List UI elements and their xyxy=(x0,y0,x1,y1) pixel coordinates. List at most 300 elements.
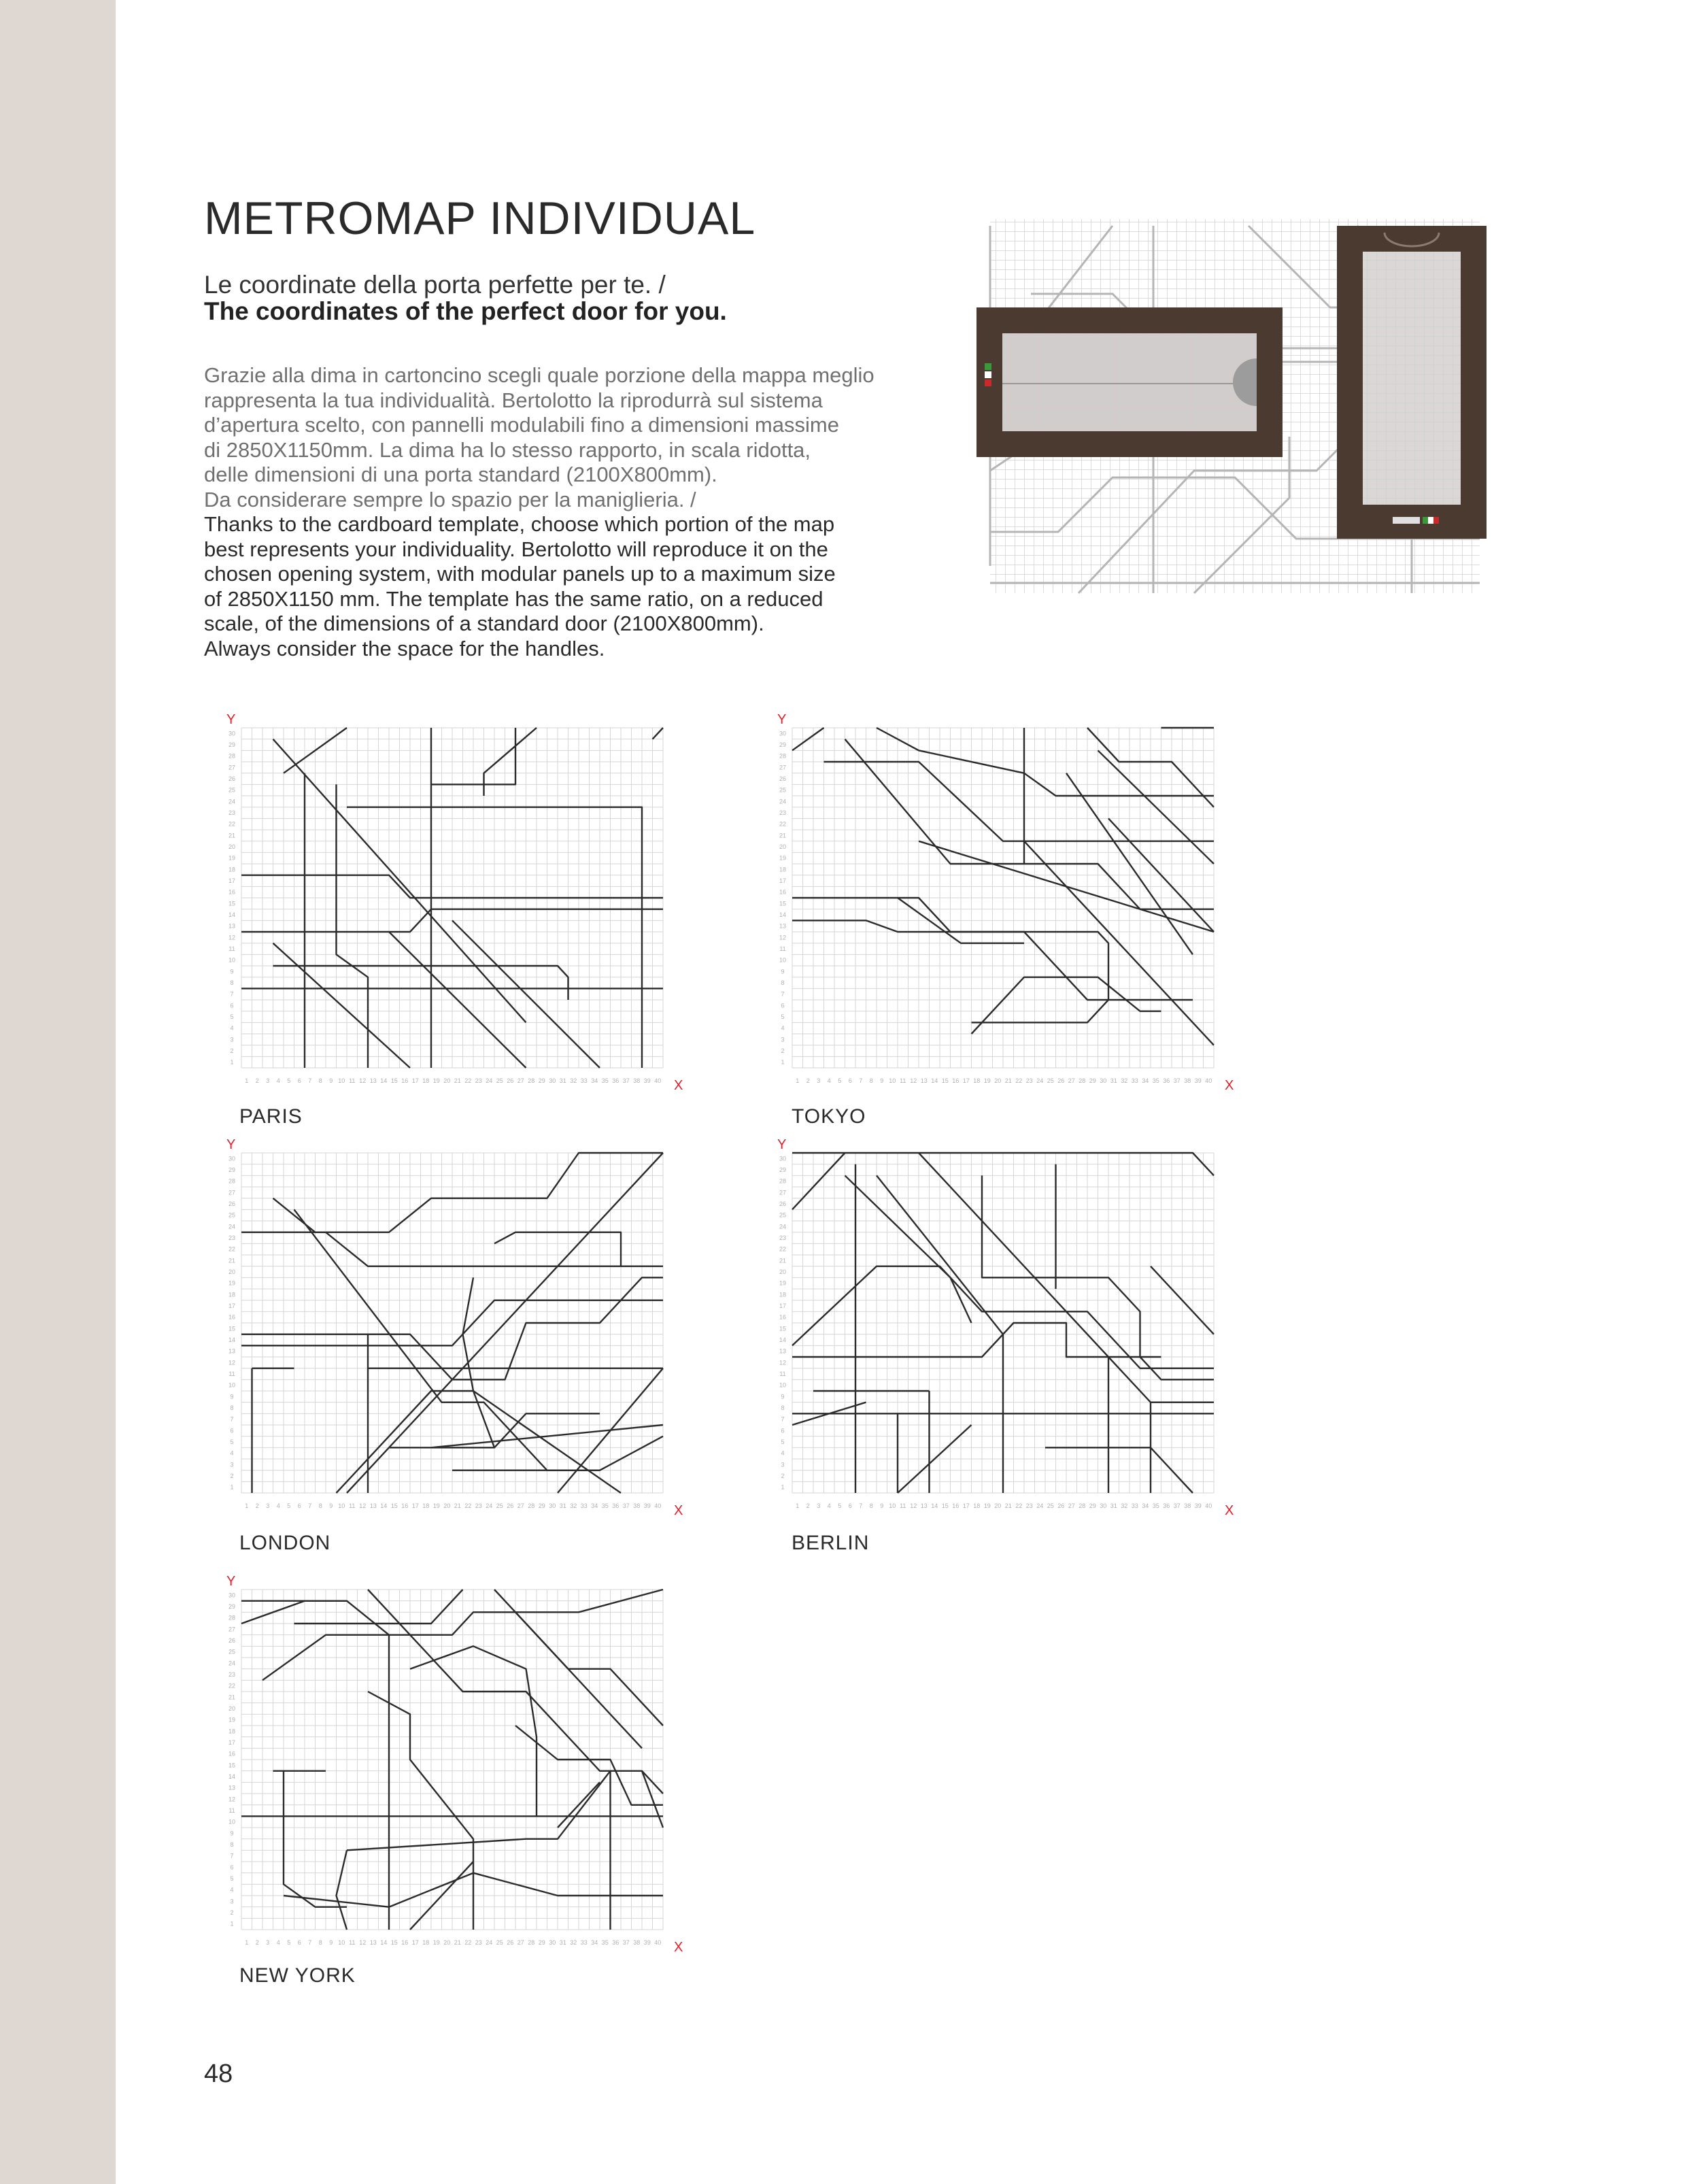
x-tick-label: 39 xyxy=(643,1502,651,1509)
x-tick-label: 18 xyxy=(973,1502,981,1509)
x-tick-label: 2 xyxy=(255,1502,259,1509)
y-tick-label: 8 xyxy=(230,1405,234,1411)
subtitle-italian: Le coordinate della porta perfette per te. / xyxy=(204,271,666,299)
y-tick-label: 20 xyxy=(779,843,787,850)
y-tick-label: 15 xyxy=(228,900,236,907)
y-tick-label: 10 xyxy=(228,1381,236,1389)
x-tick-label: 16 xyxy=(401,1077,409,1084)
x-tick-label: 24 xyxy=(1036,1502,1044,1509)
page-number: 48 xyxy=(204,2060,233,2088)
x-tick-label: 2 xyxy=(255,1939,259,1946)
x-tick-label: 34 xyxy=(591,1077,598,1084)
x-tick-label: 11 xyxy=(349,1077,356,1084)
x-tick-label: 24 xyxy=(486,1502,493,1509)
x-tick-label: 25 xyxy=(496,1502,503,1509)
x-tick-label: 25 xyxy=(1047,1077,1054,1084)
x-tick-label: 24 xyxy=(486,1077,493,1084)
y-tick-label: 2 xyxy=(230,1909,234,1916)
metro-line xyxy=(463,1277,495,1447)
x-tick-label: 33 xyxy=(580,1077,588,1084)
x-tick-label: 37 xyxy=(622,1939,630,1946)
y-tick-label: 23 xyxy=(228,1234,236,1241)
x-tick-label: 8 xyxy=(869,1077,873,1084)
y-tick-label: 5 xyxy=(230,1875,234,1882)
y-tick-label: 28 xyxy=(228,1177,236,1185)
x-tick-label: 12 xyxy=(910,1077,917,1084)
x-tick-label: 35 xyxy=(601,1939,609,1946)
x-tick-label: 21 xyxy=(454,1077,461,1084)
x-tick-label: 13 xyxy=(369,1502,377,1509)
y-axis-label: Y xyxy=(226,1137,236,1152)
y-tick-label: 18 xyxy=(228,866,236,873)
y-tick-label: 1 xyxy=(230,1920,234,1928)
y-tick-label: 6 xyxy=(781,1427,785,1434)
y-tick-label: 26 xyxy=(228,1637,236,1644)
y-tick-label: 4 xyxy=(230,1449,234,1457)
x-tick-label: 2 xyxy=(255,1077,259,1084)
y-tick-label: 30 xyxy=(228,1155,236,1162)
map-label-paris: PARIS xyxy=(239,1105,303,1128)
x-tick-label: 36 xyxy=(1163,1502,1170,1509)
y-tick-label: 3 xyxy=(230,1461,234,1468)
y-tick-label: 27 xyxy=(228,1189,236,1196)
x-tick-label: 40 xyxy=(654,1077,662,1084)
x-tick-label: 21 xyxy=(454,1939,461,1946)
y-tick-label: 16 xyxy=(779,888,787,896)
y-tick-label: 13 xyxy=(779,1347,787,1355)
x-axis-label: X xyxy=(674,1078,683,1093)
x-tick-label: 36 xyxy=(1163,1077,1170,1084)
x-tick-label: 11 xyxy=(900,1077,906,1084)
x-tick-label: 33 xyxy=(1131,1077,1138,1084)
y-tick-label: 12 xyxy=(779,934,787,941)
x-tick-label: 3 xyxy=(266,1077,270,1084)
map-label-berlin: BERLIN xyxy=(792,1532,870,1554)
map-label-tokyo: TOKYO xyxy=(792,1105,866,1128)
y-tick-label: 24 xyxy=(228,1660,236,1667)
x-tick-label: 13 xyxy=(369,1077,377,1084)
y-tick-label: 25 xyxy=(228,1648,236,1656)
x-tick-label: 7 xyxy=(308,1502,312,1509)
y-tick-label: 24 xyxy=(228,798,236,805)
x-tick-label: 7 xyxy=(859,1077,863,1084)
x-tick-label: 26 xyxy=(507,1077,514,1084)
x-axis-label: X xyxy=(1225,1503,1234,1518)
y-tick-label: 22 xyxy=(228,1682,236,1690)
new-york-grid-map xyxy=(211,1573,707,1960)
y-tick-label: 23 xyxy=(228,1671,236,1678)
x-tick-label: 10 xyxy=(338,1939,345,1946)
y-tick-label: 29 xyxy=(779,1166,787,1173)
y-tick-label: 25 xyxy=(779,786,787,794)
x-tick-label: 20 xyxy=(994,1077,1002,1084)
x-tick-label: 22 xyxy=(464,1939,472,1946)
x-tick-label: 18 xyxy=(422,1502,430,1509)
x-tick-label: 27 xyxy=(517,1502,524,1509)
x-tick-label: 30 xyxy=(549,1502,556,1509)
metro-line xyxy=(294,1209,600,1470)
x-tick-label: 6 xyxy=(848,1077,852,1084)
y-tick-label: 17 xyxy=(779,1303,787,1309)
y-tick-label: 14 xyxy=(228,1773,236,1780)
x-tick-label: 20 xyxy=(443,1502,451,1509)
y-tick-label: 17 xyxy=(228,877,236,884)
x-tick-label: 28 xyxy=(1079,1077,1086,1084)
y-tick-label: 6 xyxy=(230,1864,234,1871)
y-tick-label: 14 xyxy=(228,1337,236,1343)
y-tick-label: 19 xyxy=(228,1716,236,1724)
x-tick-label: 37 xyxy=(1173,1502,1181,1509)
y-tick-label: 20 xyxy=(228,1705,236,1712)
map-london xyxy=(211,1136,707,1524)
y-tick-label: 1 xyxy=(230,1483,234,1491)
y-tick-label: 1 xyxy=(781,1483,785,1491)
x-tick-label: 25 xyxy=(496,1077,503,1084)
x-tick-label: 3 xyxy=(266,1939,270,1946)
y-tick-label: 16 xyxy=(228,1313,236,1321)
y-tick-label: 20 xyxy=(779,1269,787,1275)
y-tick-label: 4 xyxy=(230,1024,234,1032)
x-tick-label: 5 xyxy=(287,1939,291,1946)
y-tick-label: 18 xyxy=(228,1291,236,1298)
x-tick-label: 9 xyxy=(329,1939,333,1946)
y-tick-label: 29 xyxy=(228,1603,236,1610)
x-tick-label: 16 xyxy=(401,1939,409,1946)
x-tick-label: 23 xyxy=(475,1939,482,1946)
y-tick-label: 10 xyxy=(228,1818,236,1826)
x-tick-label: 2 xyxy=(806,1077,810,1084)
y-tick-label: 12 xyxy=(228,1359,236,1366)
x-tick-label: 11 xyxy=(349,1502,356,1509)
body-text xyxy=(204,363,966,661)
x-tick-label: 1 xyxy=(245,1939,249,1946)
y-tick-label: 3 xyxy=(781,1461,785,1468)
x-tick-label: 17 xyxy=(411,1939,419,1946)
x-tick-label: 27 xyxy=(517,1939,524,1946)
y-tick-label: 15 xyxy=(779,1325,787,1332)
y-tick-label: 14 xyxy=(779,911,787,918)
x-tick-label: 14 xyxy=(931,1502,938,1509)
x-tick-label: 7 xyxy=(308,1939,312,1946)
x-tick-label: 1 xyxy=(796,1077,800,1084)
y-tick-label: 7 xyxy=(230,1852,234,1860)
y-tick-label: 19 xyxy=(779,854,787,862)
y-tick-label: 27 xyxy=(779,1189,787,1196)
y-tick-label: 11 xyxy=(228,945,235,952)
x-tick-label: 32 xyxy=(1121,1077,1128,1084)
x-tick-label: 23 xyxy=(1025,1077,1033,1084)
x-tick-label: 22 xyxy=(1015,1502,1023,1509)
x-tick-label: 33 xyxy=(1131,1502,1138,1509)
x-tick-label: 36 xyxy=(612,1077,619,1084)
y-tick-label: 21 xyxy=(228,832,236,839)
x-tick-label: 31 xyxy=(559,1939,566,1946)
x-tick-label: 34 xyxy=(591,1939,598,1946)
y-tick-label: 19 xyxy=(228,1279,236,1287)
x-tick-label: 20 xyxy=(994,1502,1002,1509)
x-tick-label: 19 xyxy=(983,1502,991,1509)
y-tick-label: 28 xyxy=(228,752,236,760)
y-tick-label: 20 xyxy=(228,843,236,850)
y-tick-label: 28 xyxy=(228,1614,236,1622)
x-tick-label: 21 xyxy=(1004,1502,1012,1509)
body-text-english: Thanks to the cardboard template, choose which portion of the map best represents your individuality. Bertolotto will reproduce it on the chosen opening system, with modular panels up to a maximum size of 2850X1150 mm. The template has the same ratio, on a reduced scale, of the dimensions of a standard door (2100X800mm). Always consider the space for the handles. xyxy=(204,512,836,660)
metro-line xyxy=(653,728,664,739)
x-tick-label: 32 xyxy=(1121,1502,1128,1509)
x-tick-label: 7 xyxy=(308,1077,312,1084)
x-tick-label: 17 xyxy=(411,1077,419,1084)
x-axis-label: X xyxy=(674,1503,683,1518)
x-tick-label: 35 xyxy=(1152,1077,1159,1084)
y-tick-label: 10 xyxy=(779,956,787,964)
x-axis-label: X xyxy=(674,1940,683,1955)
y-tick-label: 30 xyxy=(228,1592,236,1599)
x-tick-label: 26 xyxy=(507,1939,514,1946)
x-tick-label: 29 xyxy=(1089,1502,1096,1509)
y-tick-label: 1 xyxy=(230,1058,234,1066)
y-tick-label: 25 xyxy=(779,1211,787,1219)
x-tick-label: 4 xyxy=(276,1939,280,1946)
metro-line xyxy=(845,739,1215,909)
y-tick-label: 22 xyxy=(779,820,787,828)
y-tick-label: 22 xyxy=(779,1245,787,1253)
y-tick-label: 4 xyxy=(781,1024,785,1032)
x-tick-label: 37 xyxy=(622,1077,630,1084)
y-tick-label: 7 xyxy=(230,1415,234,1423)
y-tick-label: 8 xyxy=(781,1405,785,1411)
x-tick-label: 35 xyxy=(1152,1502,1159,1509)
y-tick-label: 7 xyxy=(230,990,234,998)
x-tick-label: 1 xyxy=(796,1502,800,1509)
x-tick-label: 31 xyxy=(1110,1077,1117,1084)
y-tick-label: 28 xyxy=(779,1177,787,1185)
tokyo-grid-map xyxy=(762,711,1258,1098)
x-tick-label: 28 xyxy=(528,1502,535,1509)
x-tick-label: 40 xyxy=(654,1939,662,1946)
x-tick-label: 13 xyxy=(920,1077,928,1084)
x-tick-label: 29 xyxy=(538,1939,545,1946)
x-tick-label: 17 xyxy=(411,1502,419,1509)
x-tick-label: 14 xyxy=(380,1939,388,1946)
y-tick-label: 24 xyxy=(779,1223,787,1230)
map-label-new-york: NEW YORK xyxy=(239,1964,356,1987)
x-tick-label: 3 xyxy=(817,1502,821,1509)
x-tick-label: 36 xyxy=(612,1502,619,1509)
london-grid-map xyxy=(211,1136,707,1524)
x-tick-label: 8 xyxy=(318,1077,322,1084)
x-tick-label: 15 xyxy=(390,1077,398,1084)
x-tick-label: 37 xyxy=(622,1502,630,1509)
x-tick-label: 5 xyxy=(838,1077,842,1084)
y-tick-label: 16 xyxy=(228,1750,236,1758)
y-tick-label: 19 xyxy=(228,854,236,862)
y-tick-label: 6 xyxy=(230,1427,234,1434)
x-tick-label: 3 xyxy=(817,1077,821,1084)
x-tick-label: 24 xyxy=(486,1939,493,1946)
metro-line xyxy=(792,1153,845,1209)
metro-line xyxy=(273,943,411,1068)
x-tick-label: 32 xyxy=(570,1939,577,1946)
x-tick-label: 1 xyxy=(245,1502,249,1509)
y-tick-label: 13 xyxy=(228,1784,236,1792)
metro-line xyxy=(347,1771,611,1851)
y-tick-label: 7 xyxy=(781,1415,785,1423)
y-tick-label: 14 xyxy=(779,1337,787,1343)
x-tick-label: 26 xyxy=(1057,1502,1065,1509)
y-tick-label: 26 xyxy=(228,775,236,782)
x-tick-label: 6 xyxy=(848,1502,852,1509)
x-tick-label: 21 xyxy=(1004,1077,1012,1084)
x-tick-label: 6 xyxy=(297,1939,301,1946)
y-tick-label: 10 xyxy=(228,956,236,964)
x-tick-label: 31 xyxy=(559,1077,566,1084)
y-tick-label: 14 xyxy=(228,911,236,918)
y-tick-label: 18 xyxy=(779,866,787,873)
x-tick-label: 23 xyxy=(1025,1502,1033,1509)
x-tick-label: 19 xyxy=(983,1077,991,1084)
y-tick-label: 9 xyxy=(781,968,785,975)
x-tick-label: 15 xyxy=(390,1939,398,1946)
map-tokyo xyxy=(762,711,1258,1098)
map-paris xyxy=(211,711,707,1098)
y-tick-label: 21 xyxy=(228,1694,236,1701)
paris-grid-map xyxy=(211,711,707,1098)
x-tick-label: 1 xyxy=(245,1077,249,1084)
x-tick-label: 5 xyxy=(287,1502,291,1509)
x-tick-label: 4 xyxy=(276,1502,280,1509)
y-tick-label: 29 xyxy=(779,741,787,748)
x-tick-label: 27 xyxy=(1068,1077,1075,1084)
x-tick-label: 31 xyxy=(1110,1502,1117,1509)
y-tick-label: 11 xyxy=(779,945,786,952)
x-tick-label: 32 xyxy=(570,1077,577,1084)
x-tick-label: 15 xyxy=(941,1502,949,1509)
x-tick-label: 25 xyxy=(1047,1502,1054,1509)
x-tick-label: 20 xyxy=(443,1077,451,1084)
x-tick-label: 19 xyxy=(432,1077,440,1084)
x-tick-label: 22 xyxy=(464,1502,472,1509)
x-tick-label: 6 xyxy=(297,1502,301,1509)
y-tick-label: 6 xyxy=(230,1002,234,1009)
x-tick-label: 19 xyxy=(432,1939,440,1946)
x-tick-label: 22 xyxy=(1015,1077,1023,1084)
x-tick-label: 28 xyxy=(528,1077,535,1084)
x-tick-label: 18 xyxy=(422,1077,430,1084)
x-tick-label: 39 xyxy=(643,1077,651,1084)
y-tick-label: 5 xyxy=(230,1013,234,1020)
x-tick-label: 40 xyxy=(1205,1502,1212,1509)
x-tick-label: 24 xyxy=(1036,1077,1044,1084)
y-tick-label: 6 xyxy=(781,1002,785,1009)
y-tick-label: 9 xyxy=(781,1393,785,1400)
y-tick-label: 24 xyxy=(228,1223,236,1230)
metro-line xyxy=(792,1323,1161,1357)
y-tick-label: 3 xyxy=(230,1036,234,1043)
x-tick-label: 25 xyxy=(496,1939,503,1946)
y-tick-label: 8 xyxy=(781,979,785,986)
y-axis-label: Y xyxy=(777,1137,787,1152)
page-side-band xyxy=(0,0,116,2184)
y-tick-label: 21 xyxy=(779,1257,787,1264)
x-tick-label: 13 xyxy=(920,1502,928,1509)
x-tick-label: 13 xyxy=(369,1939,377,1946)
x-tick-label: 23 xyxy=(475,1502,482,1509)
y-tick-label: 18 xyxy=(228,1728,236,1735)
y-tick-label: 3 xyxy=(781,1036,785,1043)
x-tick-label: 5 xyxy=(838,1502,842,1509)
x-tick-label: 28 xyxy=(1079,1502,1086,1509)
y-tick-label: 24 xyxy=(779,798,787,805)
y-tick-label: 8 xyxy=(230,1841,234,1848)
x-tick-label: 36 xyxy=(612,1939,619,1946)
x-tick-label: 35 xyxy=(601,1502,609,1509)
y-tick-label: 22 xyxy=(228,820,236,828)
y-tick-label: 22 xyxy=(228,1245,236,1253)
x-tick-label: 5 xyxy=(287,1077,291,1084)
x-tick-label: 34 xyxy=(1142,1077,1149,1084)
y-tick-label: 27 xyxy=(228,764,236,771)
metro-line xyxy=(824,762,1215,841)
y-tick-label: 29 xyxy=(228,1166,236,1173)
y-tick-label: 11 xyxy=(228,1807,235,1814)
x-tick-label: 9 xyxy=(329,1502,333,1509)
y-tick-label: 28 xyxy=(779,752,787,760)
x-tick-label: 10 xyxy=(889,1077,896,1084)
x-tick-label: 14 xyxy=(931,1077,938,1084)
body-text-italian: Grazie alla dima in cartoncino scegli quale porzione della mappa meglio rappresenta la tua individualità. Bertolotto la riprodurrà sul sistema d’apertura scelto, con pannelli modulabili fino a dimensioni massime di 2850X1150mm. La dima ha lo stesso rapporto, in scala ridotta, delle dimensioni di una porta standard (2100X800mm). Da considerare sempre lo spazio per la maniglieria. / xyxy=(204,363,875,511)
x-tick-label: 16 xyxy=(952,1502,960,1509)
map-label-london: LONDON xyxy=(239,1532,331,1554)
x-tick-label: 38 xyxy=(633,1077,641,1084)
y-tick-label: 30 xyxy=(779,1155,787,1162)
subtitle-english: The coordinates of the perfect door for you. xyxy=(204,297,727,325)
x-tick-label: 22 xyxy=(464,1077,472,1084)
x-tick-label: 9 xyxy=(329,1077,333,1084)
x-tick-label: 29 xyxy=(538,1502,545,1509)
y-tick-label: 23 xyxy=(779,809,787,816)
x-tick-label: 39 xyxy=(643,1939,651,1946)
x-tick-label: 14 xyxy=(380,1077,388,1084)
x-tick-label: 16 xyxy=(952,1077,960,1084)
y-tick-label: 1 xyxy=(781,1058,785,1066)
y-tick-label: 11 xyxy=(228,1371,235,1377)
x-tick-label: 17 xyxy=(962,1502,970,1509)
y-tick-label: 25 xyxy=(228,786,236,794)
x-tick-label: 11 xyxy=(900,1502,906,1509)
y-tick-label: 12 xyxy=(779,1359,787,1366)
x-tick-label: 15 xyxy=(390,1502,398,1509)
y-tick-label: 15 xyxy=(779,900,787,907)
x-tick-label: 39 xyxy=(1194,1502,1202,1509)
y-tick-label: 18 xyxy=(779,1291,787,1298)
x-tick-label: 18 xyxy=(422,1939,430,1946)
berlin-grid-map xyxy=(762,1136,1258,1524)
y-tick-label: 4 xyxy=(230,1886,234,1894)
x-tick-label: 32 xyxy=(570,1502,577,1509)
x-tick-label: 33 xyxy=(580,1939,588,1946)
x-tick-label: 30 xyxy=(549,1939,556,1946)
y-tick-label: 10 xyxy=(779,1381,787,1389)
door-template-illustration xyxy=(977,212,1493,610)
door-template-svg xyxy=(977,212,1493,607)
x-tick-label: 28 xyxy=(528,1939,535,1946)
x-tick-label: 26 xyxy=(507,1502,514,1509)
x-tick-label: 30 xyxy=(549,1077,556,1084)
map-berlin xyxy=(762,1136,1258,1524)
metro-line xyxy=(273,1153,664,1232)
x-tick-label: 4 xyxy=(827,1502,831,1509)
x-tick-label: 34 xyxy=(591,1502,598,1509)
